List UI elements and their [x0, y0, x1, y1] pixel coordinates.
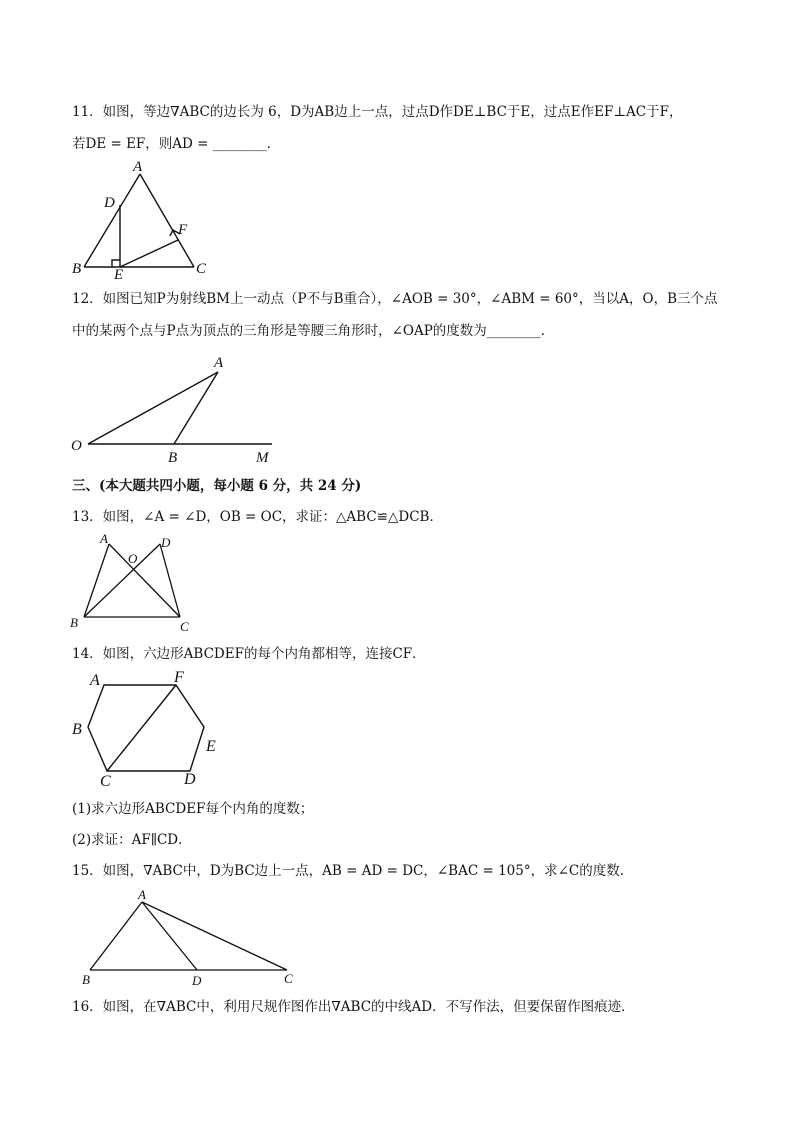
q13-figure — [64, 531, 204, 637]
q15-label-d: D — [192, 973, 202, 988]
q12-label-o: O — [71, 438, 82, 454]
q13-label-a: A — [100, 531, 108, 546]
q15-label-c: C — [284, 971, 293, 986]
q13-label-c: C — [180, 619, 189, 634]
q13-label-d: D — [161, 535, 171, 550]
q15-label-a: A — [138, 887, 146, 902]
q14-text-line1: 14．如图，六边形ABCDEF的每个内角都相等，连接CF． — [72, 646, 426, 662]
q14-label-d: D — [184, 771, 196, 788]
q11-figure — [60, 155, 230, 280]
q14-label-c: C — [100, 773, 111, 790]
q14-figure — [64, 666, 234, 792]
q15-figure — [70, 886, 306, 990]
q14-label-a: A — [90, 672, 100, 689]
q11-label-d: D — [104, 195, 115, 211]
q13-text-line1: 13．如图，∠A = ∠D，OB = OC，求证：△ABC≌△DCB． — [72, 509, 443, 525]
q11-text-line2: 若DE = EF，则AD = ________． — [72, 136, 281, 152]
q14-label-f: F — [174, 669, 184, 686]
q11-label-b: B — [72, 261, 82, 277]
q13-label-b: B — [70, 615, 78, 630]
q11-label-a: A — [133, 159, 143, 175]
q12-label-m: M — [256, 450, 269, 466]
q11-label-c: C — [196, 261, 207, 277]
q13-label-o: O — [128, 551, 138, 566]
q11-label-f: F — [178, 222, 188, 238]
q16-text-line1: 16．如图，在∇ABC中，利用尺规作图作出∇ABC的中线AD．不写作法，但要保留作图痕迹． — [72, 999, 635, 1015]
q11-label-e: E — [114, 267, 124, 280]
q12-label-a: A — [214, 355, 224, 371]
q14-label-b: B — [72, 721, 82, 738]
q12-text-line2: 中的某两个点与P点为顶点的三角形是等腰三角形时，∠OAP的度数为________． — [72, 323, 555, 339]
q14-part1: (1)求六边形ABCDEF每个内角的度数； — [72, 801, 314, 817]
q15-label-b: B — [82, 972, 90, 987]
q12-text-line1: 12．如图已知P为射线BM上一动点（P不与B重合），∠AOB = 30°，∠ABM = 60°，当以A，O，B三个点 — [72, 291, 718, 307]
q14-label-e: E — [206, 738, 216, 755]
q12-figure — [66, 352, 286, 468]
q14-part2: (2)求证：AF∥CD． — [72, 832, 192, 848]
q15-text-line1: 15．如图，∇ABC中，D为BC边上一点，AB = AD = DC，∠BAC = 105°，求∠C的度数． — [72, 863, 634, 879]
q12-label-b: B — [168, 450, 178, 466]
q11-text-line1: 11．如图，等边∇ABC的边长为 6，D为AB边上一点，过点D作DE⊥BC于E，过点E作EF⊥AC于F， — [72, 104, 683, 120]
section3-heading: 三、(本大题共四小题，每小题 6 分，共 24 分) — [72, 478, 362, 494]
